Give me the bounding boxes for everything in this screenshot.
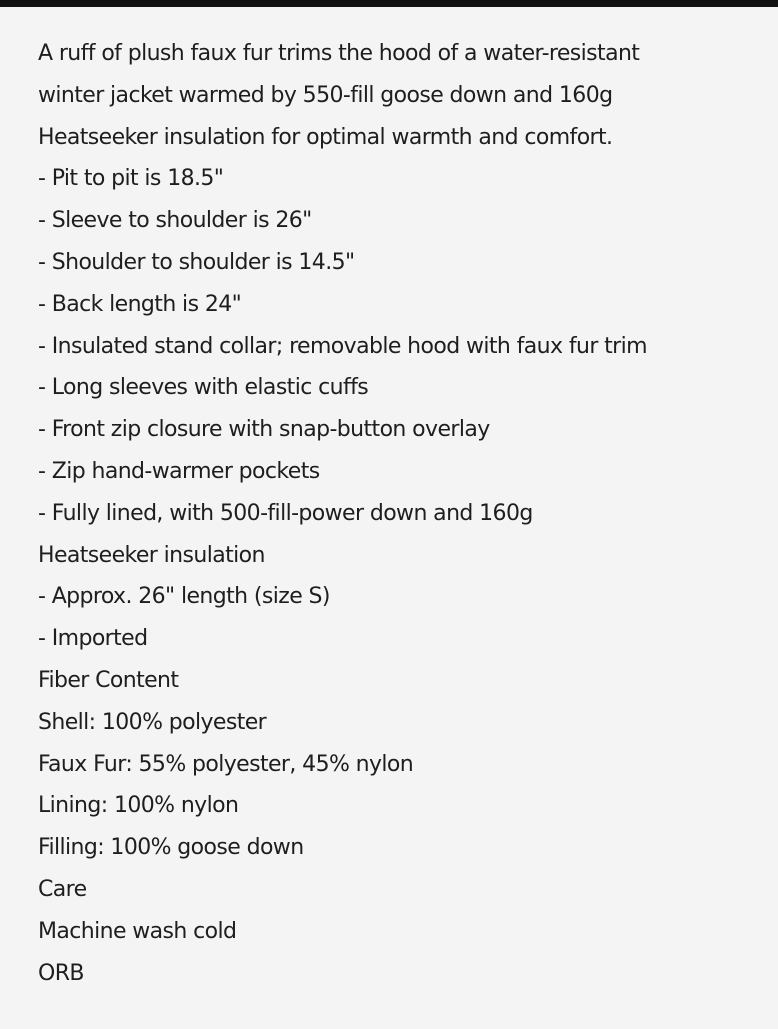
origin-code: ORB <box>38 960 84 986</box>
top-edge-bar <box>0 0 778 7</box>
feature-imported: - Imported <box>38 626 148 652</box>
description-line-intro-3: Heatseeker insulation for optimal warmth and comfort. <box>38 124 613 150</box>
feature-sleeves: - Long sleeves with elastic cuffs <box>38 375 369 401</box>
feature-lining-continued: Heatseeker insulation <box>38 542 265 568</box>
measurement-pit-to-pit: - Pit to pit is 18.5" <box>38 166 224 192</box>
measurement-shoulder-to-shoulder: - Shoulder to shoulder is 14.5" <box>38 249 355 275</box>
fiber-faux-fur: Faux Fur: 55% polyester, 45% nylon <box>38 751 414 777</box>
fiber-lining: Lining: 100% nylon <box>38 793 239 819</box>
care-heading: Care <box>38 876 87 902</box>
measurement-sleeve-to-shoulder: - Sleeve to shoulder is 26" <box>38 208 312 234</box>
feature-closure: - Front zip closure with snap-button overlay <box>38 417 490 443</box>
feature-length: - Approx. 26" length (size S) <box>38 584 330 610</box>
description-line-intro-2: winter jacket warmed by 550-fill goose down and 160g <box>38 82 613 108</box>
description-line-intro-1: A ruff of plush faux fur trims the hood of a water-resistant <box>38 41 640 66</box>
product-description <box>38 33 768 994</box>
feature-pockets: - Zip hand-warmer pockets <box>38 458 320 484</box>
care-instruction: Machine wash cold <box>38 918 237 944</box>
fiber-filling: Filling: 100% goose down <box>38 835 304 861</box>
measurement-back-length: - Back length is 24" <box>38 291 242 317</box>
feature-collar-hood: - Insulated stand collar; removable hood with faux fur trim <box>38 333 647 359</box>
feature-lining: - Fully lined, with 500-fill-power down and 160g <box>38 500 533 526</box>
fiber-shell: Shell: 100% polyester <box>38 709 267 735</box>
fiber-content-heading: Fiber Content <box>38 667 179 693</box>
